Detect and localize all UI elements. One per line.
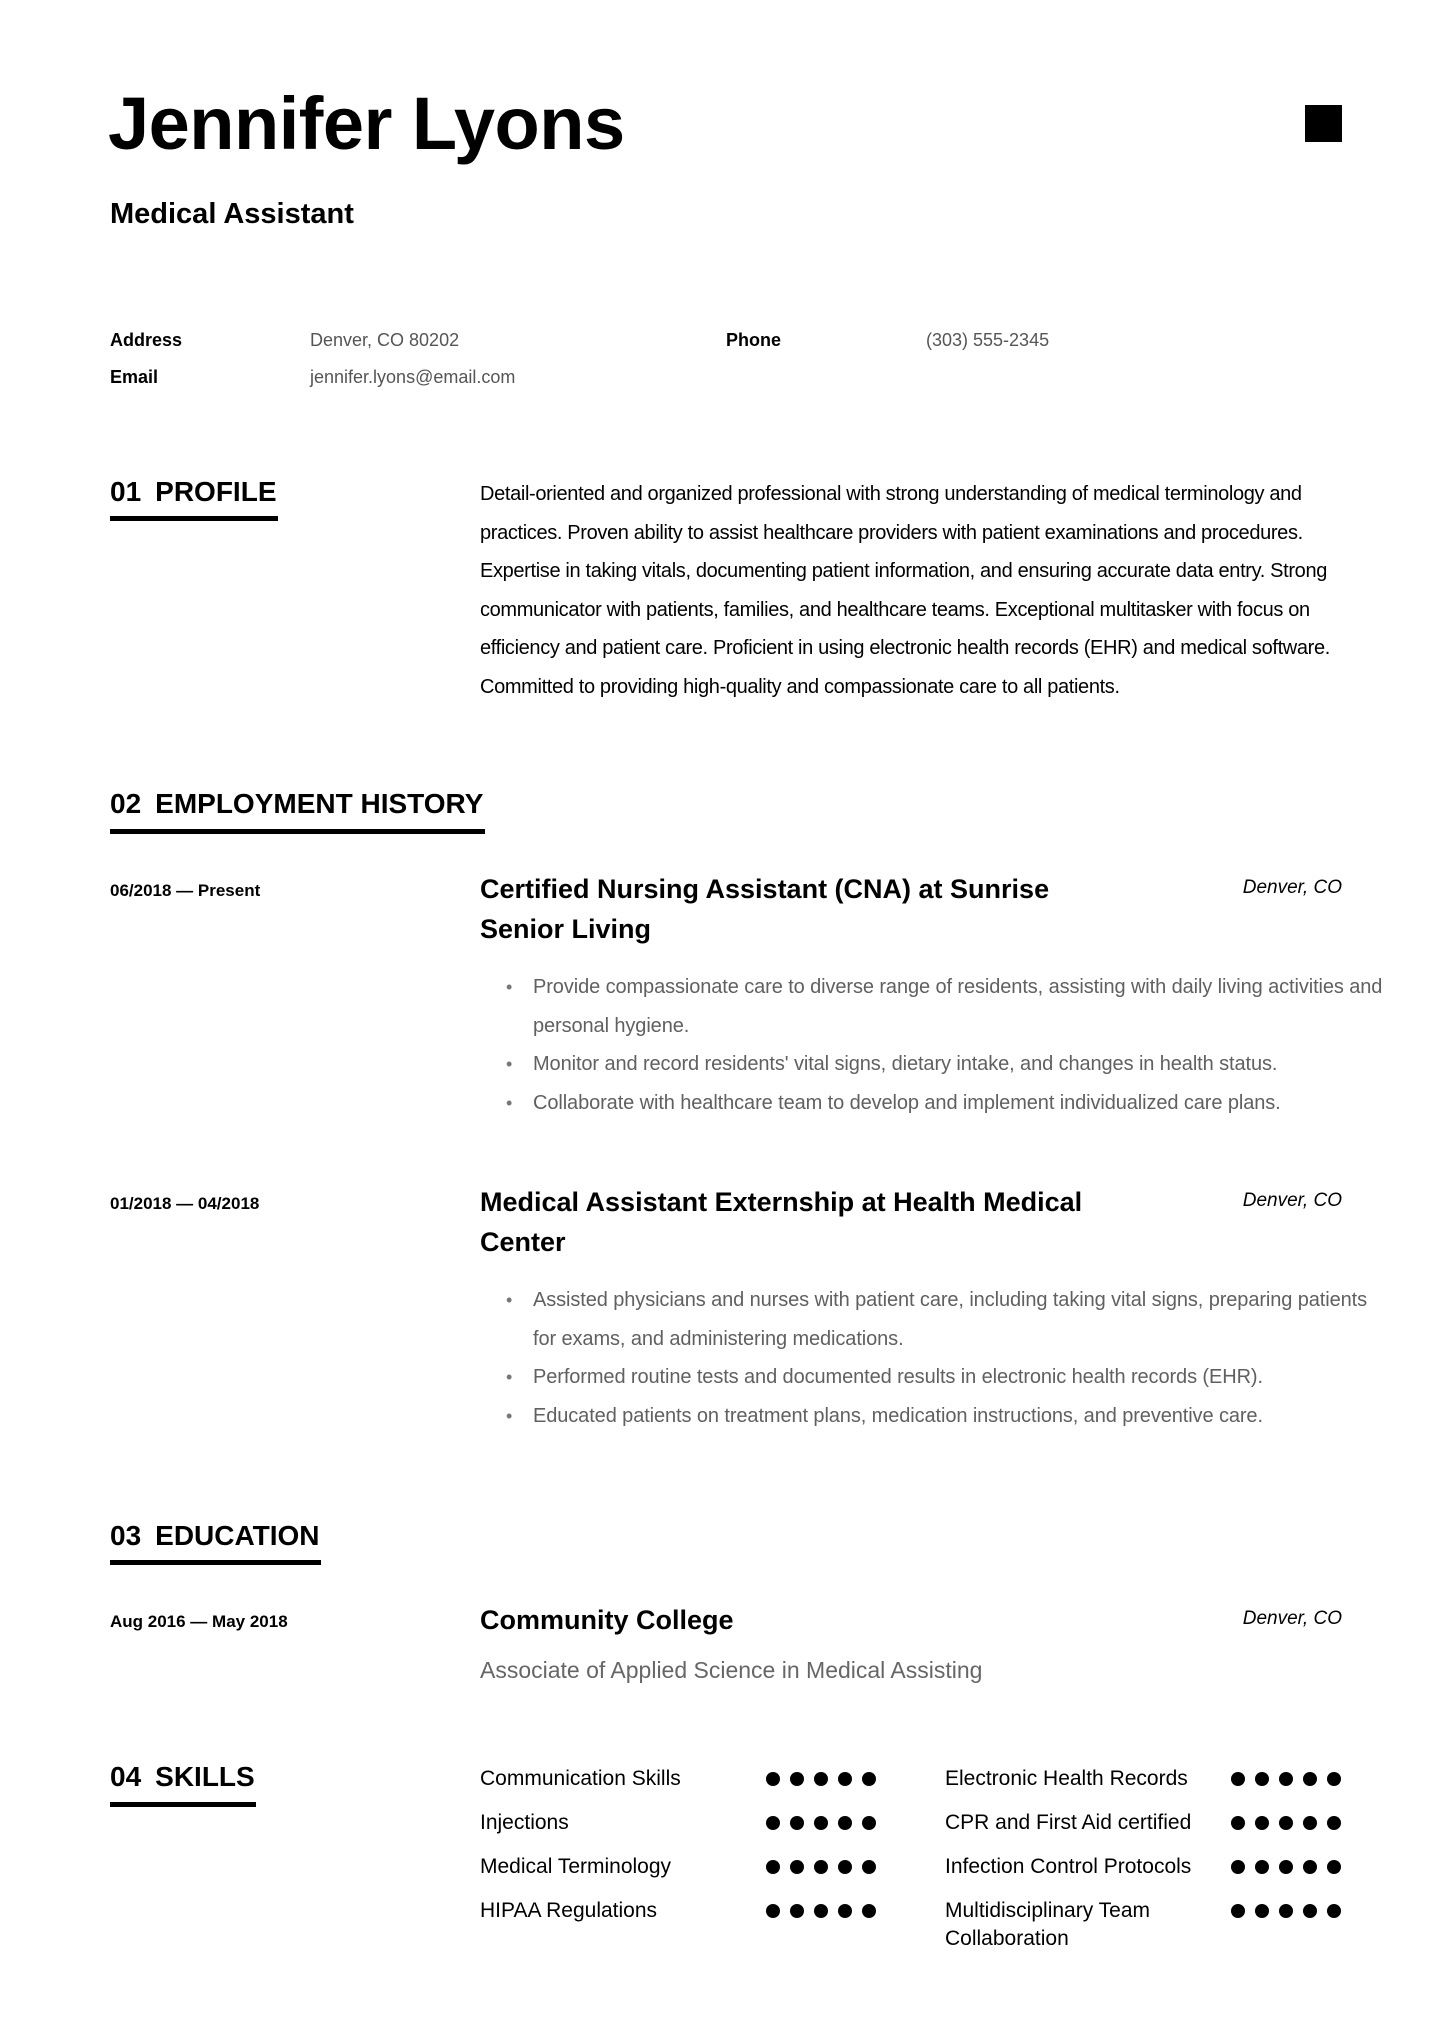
- skill-level-dot: [862, 1816, 876, 1830]
- skill-level-dot: [838, 1904, 852, 1918]
- section-number: 01: [110, 476, 142, 507]
- skill-name: Electronic Health Records: [945, 1767, 1188, 1790]
- skill-level-dot: [790, 1860, 804, 1874]
- skill-level-dot: [814, 1816, 828, 1830]
- skill-level-dot: [1279, 1816, 1293, 1830]
- profile-summary: Detail-oriented and organized professional with strong understanding of medical terminology and practices. Proven ability to assist healthcare providers with patient examinations and procedures. Expertise in taking vitals, documenting patient information, and ensuring accurate data entry. Strong communicator with patients, families, and healthcare teams. Exceptional multitasker with focus on efficiency and patient care. Proficient in using electronic health records (EHR) and medical software. Committed to providing high-quality and compassionate care to all patients.: [480, 483, 1330, 698]
- skill-name: Infection Control Protocols: [945, 1855, 1192, 1878]
- address-value: Denver, CO 80202: [310, 330, 460, 350]
- skill-level-rating: [1231, 1904, 1341, 1918]
- section-number: 03: [110, 1520, 142, 1551]
- skill-level-rating: [766, 1816, 876, 1830]
- section-heading-employment: [110, 787, 483, 821]
- skill-level-dot: [1279, 1772, 1293, 1786]
- job-bullet: • Collaborate with healthcare team to develop and implement individualized care plans.: [533, 1084, 1393, 1123]
- skill-level-dot: [1327, 1772, 1341, 1786]
- skill-level-dot: [1303, 1860, 1317, 1874]
- skill-name: Communication Skills: [480, 1767, 681, 1790]
- job-dates: 06/2018 — Present: [110, 881, 261, 900]
- skill-level-dot: [838, 1816, 852, 1830]
- skill-level-dot: [1327, 1860, 1341, 1874]
- skill-name: CPR and First Aid certified: [945, 1811, 1192, 1834]
- job-bullet: • Monitor and record residents' vital signs, dietary intake, and changes in health status.: [533, 1045, 1393, 1084]
- section-number: 02: [110, 788, 142, 819]
- skill-level-dot: [790, 1772, 804, 1786]
- job-dates: 01/2018 — 04/2018: [110, 1194, 260, 1213]
- skill-level-dot: [1279, 1904, 1293, 1918]
- skill-level-rating: [766, 1860, 876, 1874]
- section-heading-skills: [110, 1760, 255, 1794]
- section-underline: [110, 1560, 321, 1565]
- skill-level-dot: [1327, 1904, 1341, 1918]
- address-label: Address: [110, 330, 183, 350]
- education-dates: Aug 2016 — May 2018: [110, 1612, 288, 1631]
- skill-level-dot: [838, 1772, 852, 1786]
- skill-level-dot: [1303, 1904, 1317, 1918]
- skill-level-dot: [862, 1772, 876, 1786]
- skill-level-dot: [1231, 1772, 1245, 1786]
- skill-level-dot: [766, 1816, 780, 1830]
- skill-level-dot: [1255, 1772, 1269, 1786]
- section-underline: [110, 1802, 256, 1807]
- education-location: Denver, CO: [1242, 1608, 1342, 1629]
- skill-level-dot: [1255, 1816, 1269, 1830]
- skill-level-dot: [1255, 1904, 1269, 1918]
- email-label: Email: [110, 367, 159, 387]
- skill-name: HIPAA Regulations: [480, 1899, 658, 1922]
- section-title: EMPLOYMENT HISTORY: [155, 788, 484, 819]
- skill-level-rating: [766, 1904, 876, 1918]
- skill-level-dot: [814, 1772, 828, 1786]
- job-bullet: • Educated patients on treatment plans, medication instructions, and preventive care.: [533, 1397, 1393, 1436]
- skill-level-dot: [790, 1904, 804, 1918]
- job-title: Certified Nursing Assistant (CNA) at Sunrise Senior Living: [480, 874, 1050, 944]
- skill-level-dot: [766, 1860, 780, 1874]
- email-value[interactable]: jennifer.lyons@email.com: [310, 367, 516, 387]
- skill-level-dot: [1303, 1772, 1317, 1786]
- skill-level-dot: [1255, 1860, 1269, 1874]
- skill-level-dot: [862, 1860, 876, 1874]
- skill-level-rating: [1231, 1772, 1341, 1786]
- section-underline: [110, 829, 485, 834]
- phone-label: Phone: [726, 330, 782, 350]
- skill-level-dot: [1279, 1860, 1293, 1874]
- skill-level-dot: [1327, 1816, 1341, 1830]
- skill-level-dot: [766, 1904, 780, 1918]
- job-location: Denver, CO: [1242, 1190, 1342, 1211]
- skill-level-dot: [838, 1860, 852, 1874]
- skill-level-dot: [766, 1772, 780, 1786]
- job-bullet: • Provide compassionate care to diverse range of residents, assisting with daily living activities and personal hygiene.: [533, 968, 1393, 1045]
- school-name: Community College: [480, 1605, 734, 1635]
- job-location: Denver, CO: [1242, 877, 1342, 898]
- skill-level-dot: [1231, 1816, 1245, 1830]
- degree: Associate of Applied Science in Medical Assisting: [480, 1657, 983, 1683]
- section-title: SKILLS: [155, 1761, 255, 1792]
- square-icon: [1305, 105, 1342, 142]
- skill-level-dot: [814, 1860, 828, 1874]
- job-bullet: • Assisted physicians and nurses with patient care, including taking vital signs, preparing patients for exams, and administering medications.: [533, 1281, 1393, 1358]
- skill-level-dot: [1303, 1816, 1317, 1830]
- candidate-job-title: Medical Assistant: [110, 198, 354, 230]
- skill-name: Injections: [480, 1811, 569, 1834]
- candidate-name: Jennifer Lyons: [108, 82, 625, 165]
- skill-level-dot: [1231, 1904, 1245, 1918]
- skill-level-dot: [814, 1904, 828, 1918]
- phone-value: (303) 555-2345: [926, 330, 1050, 350]
- job-bullets: [480, 1281, 1393, 1435]
- section-heading-education: [110, 1519, 320, 1553]
- skill-level-rating: [766, 1772, 876, 1786]
- section-number: 04: [110, 1761, 142, 1792]
- job-bullet: • Performed routine tests and documented results in electronic health records (EHR).: [533, 1358, 1393, 1397]
- skill-name: Medical Terminology: [480, 1855, 672, 1878]
- skill-level-rating: [1231, 1816, 1341, 1830]
- section-title: PROFILE: [155, 476, 277, 507]
- skill-level-dot: [1231, 1860, 1245, 1874]
- section-underline: [110, 516, 278, 521]
- skill-level-rating: [1231, 1860, 1341, 1874]
- section-title: EDUCATION: [155, 1520, 320, 1551]
- skill-level-dot: [862, 1904, 876, 1918]
- job-title: Medical Assistant Externship at Health Medical Center: [480, 1187, 1083, 1257]
- skill-name: Multidisciplinary Team Collaboration: [945, 1899, 1151, 1950]
- skill-level-dot: [790, 1816, 804, 1830]
- job-bullets: [480, 968, 1393, 1122]
- section-heading-profile: [110, 475, 277, 509]
